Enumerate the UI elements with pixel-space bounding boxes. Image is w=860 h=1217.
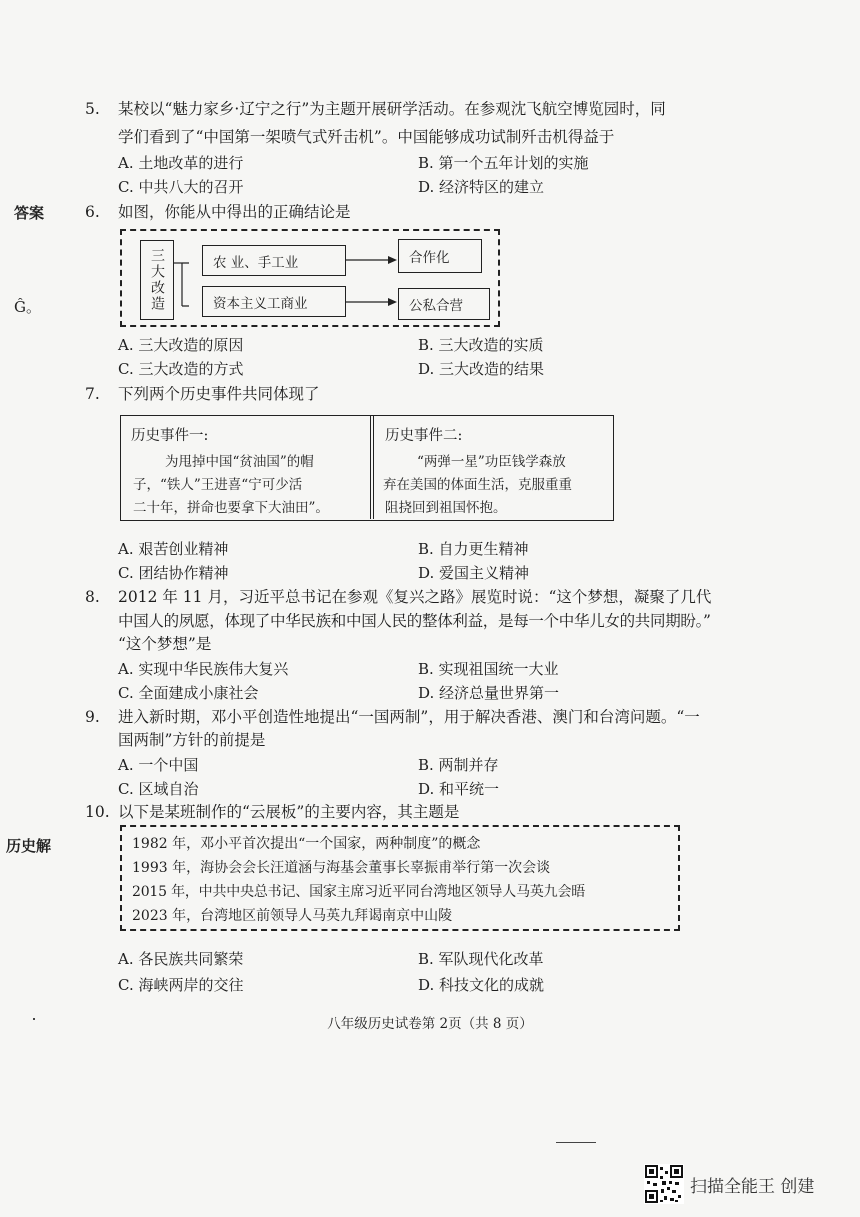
question-7-option-b: B. 自力更生精神 xyxy=(418,540,529,558)
question-5-option-b: B. 第一个五年计划的实施 xyxy=(418,154,589,172)
margin-note-answer: 答案 xyxy=(14,204,45,222)
arrow-head-1 xyxy=(388,256,397,264)
event-2-line-3: 阻挠回到祖国怀抱。 xyxy=(385,500,507,516)
question-6-option-b: B. 三大改造的实质 xyxy=(418,336,544,354)
question-8-option-c: C. 全面建成小康社会 xyxy=(118,684,259,702)
question-10-stem: 以下是某班制作的“云展板”的主要内容，其主题是 xyxy=(118,803,460,821)
question-5-option-c: C. 中共八大的召开 xyxy=(118,178,244,196)
scan-mark-line xyxy=(556,1142,596,1143)
question-7-option-d: D. 爱国主义精神 xyxy=(418,564,530,582)
question-5-option-d: D. 经济特区的建立 xyxy=(418,178,545,196)
event-2-line-1: “两弹一星”功臣钱学森放 xyxy=(417,454,566,470)
question-8-number: 8. xyxy=(85,588,100,606)
board-line-3: 2015 年，中共中央总书记、国家主席习近平同台湾地区领导人马英九会晤 xyxy=(132,884,586,900)
diagram-result-2: 公私合营 xyxy=(398,288,490,320)
question-6-diagram xyxy=(120,229,500,327)
question-9-option-d: D. 和平统一 xyxy=(418,780,500,798)
board-line-4: 2023 年，台湾地区前领导人马英九拜谒南京中山陵 xyxy=(132,908,453,924)
question-9-line-2: 国两制”方针的前提是 xyxy=(118,731,266,749)
question-9-option-c: C. 区域自治 xyxy=(118,780,199,798)
event-1-line-1: 为甩掉中国“贫油国”的帽 xyxy=(165,454,314,470)
arrow-head-2 xyxy=(388,298,397,306)
qr-code-icon xyxy=(644,1164,684,1204)
margin-note-history: 历史解 xyxy=(6,837,52,855)
question-6-option-a: A. 三大改造的原因 xyxy=(118,336,244,354)
margin-note-mark: Ĝ。 xyxy=(14,298,41,316)
question-6-option-c: C. 三大改造的方式 xyxy=(118,360,244,378)
question-8-line-2: 中国人的夙愿，体现了中华民族和中国人民的整体利益，是每一个中华儿女的共同期盼。” xyxy=(118,612,711,630)
board-line-2: 1993 年，海协会会长汪道涵与海基会董事长辜振甫举行第一次会谈 xyxy=(132,860,551,876)
question-7-stem: 下列两个历史事件共同体现了 xyxy=(118,385,320,403)
diagram-branch-1: 农 业、手工业 xyxy=(202,245,346,276)
event-2-title: 历史事件二: xyxy=(385,428,463,444)
question-10-option-b: B. 军队现代化改革 xyxy=(418,950,544,968)
event-2-line-2: 弃在美国的体面生活，克服重重 xyxy=(383,477,572,493)
question-9-line-1: 进入新时期，邓小平创造性地提出“一国两制”，用于解决香港、澳门和台湾问题。“一 xyxy=(118,708,700,726)
question-7-number: 7. xyxy=(85,385,100,403)
diagram-branch-2: 资本主义工商业 xyxy=(202,286,346,317)
bracket-line xyxy=(182,263,189,306)
question-7-option-a: A. 艰苦创业精神 xyxy=(118,540,229,558)
question-8-option-b: B. 实现祖国统一大业 xyxy=(418,660,559,678)
question-10-number: 10. xyxy=(85,803,110,821)
question-8-option-d: D. 经济总量世界第一 xyxy=(418,684,560,702)
question-10-option-a: A. 各民族共同繁荣 xyxy=(118,950,244,968)
watermark-text: 扫描全能王 创建 xyxy=(690,1177,815,1197)
question-9-option-a: A. 一个中国 xyxy=(118,756,199,774)
event-1-title: 历史事件一: xyxy=(131,428,209,444)
question-6-option-d: D. 三大改造的结果 xyxy=(418,360,545,378)
question-9-option-b: B. 两制并存 xyxy=(418,756,499,774)
question-5-number: 5. xyxy=(85,100,100,118)
question-7-option-c: C. 团结协作精神 xyxy=(118,564,229,582)
question-8-option-a: A. 实现中华民族伟大复兴 xyxy=(118,660,289,678)
question-5-option-a: A. 土地改革的进行 xyxy=(118,154,244,172)
question-6-stem: 如图，你能从中得出的正确结论是 xyxy=(118,203,351,221)
question-5-line-2: 学们看到了“中国第一架喷气式歼击机”。中国能够成功试制歼击机得益于 xyxy=(118,128,615,146)
diagram-root-box xyxy=(140,240,174,320)
diagram-root-label: 三大改造 xyxy=(149,248,165,312)
event-1-line-2: 子，“铁人”王进喜“宁可少活 xyxy=(133,477,303,493)
question-9-number: 9. xyxy=(85,708,100,726)
question-10-cloud-board xyxy=(120,825,680,931)
question-8-line-3: “这个梦想”是 xyxy=(118,635,212,653)
diagram-result-1: 合作化 xyxy=(398,239,482,273)
table-divider xyxy=(370,416,374,519)
question-5-line-1: 某校以“魅力家乡·辽宁之行”为主题开展研学活动。在参观沈飞航空博览园时，同 xyxy=(118,100,666,118)
board-line-1: 1982 年，邓小平首次提出“一个国家，两种制度”的概念 xyxy=(132,836,481,852)
event-1-line-3: 二十年，拼命也要拿下大油田”。 xyxy=(133,500,329,516)
question-10-option-d: D. 科技文化的成就 xyxy=(418,976,545,994)
scan-mark-dot xyxy=(33,1018,35,1020)
question-6-number: 6. xyxy=(85,203,100,221)
question-10-option-c: C. 海峡两岸的交往 xyxy=(118,976,244,994)
question-7-event-table xyxy=(120,415,614,521)
question-8-line-1: 2012 年 11 月，习近平总书记在参观《复兴之路》展览时说：“这个梦想，凝聚了几代 xyxy=(118,588,712,606)
page-footer: 八年级历史试卷第 2页（共 8 页） xyxy=(327,1016,533,1032)
